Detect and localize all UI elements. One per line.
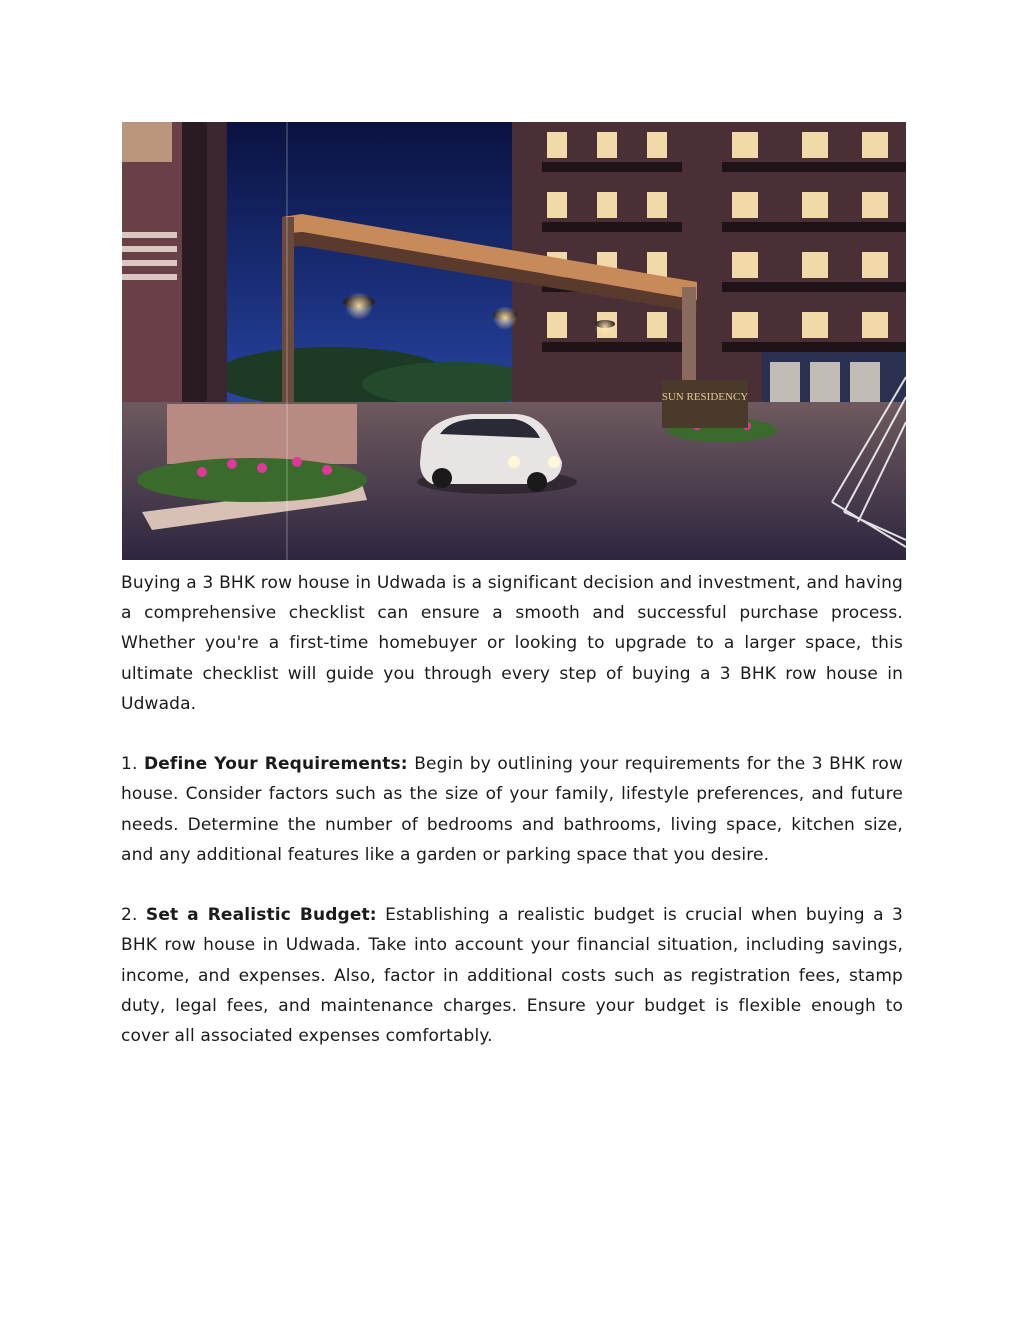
hero-image <box>122 122 906 560</box>
section-2-body: Establishing a realistic budget is crucial when buying a 3 BHK row house in Udwada. Take into account your financial situation, including savings, income, and expenses. Also, factor in additional costs such as registration fees, stamp duty, legal fees, and maintenance charges. Ensure your budget is flexible enough to cover all associated expenses comfortably. <box>121 905 903 1047</box>
section-1-number: 1. <box>121 754 138 775</box>
section-1-heading: Define Your Requirements: <box>143 754 408 775</box>
section-1-body: Begin by outlining your requirements for the 3 BHK row house. Consider factors such as the size of your family, lifestyle preferences, and future needs. Determine the number of bedrooms and bathrooms, living space, kitchen size, and any additional features like a garden or parking space that you desire. <box>121 754 903 865</box>
section-2-number: 2. <box>121 905 138 926</box>
hero-illustration <box>122 122 906 560</box>
intro-paragraph: Buying a 3 BHK row house in Udwada is a significant decision and investment, and having a comprehensive checklist can ensure a smooth and successful purchase process. Whether you're a first-time homebuyer or looking to upgrade to a larger space, this ultimate checklist will guide you through every step of buying a 3 BHK row house in Udwada. <box>121 573 903 714</box>
article-body <box>121 568 903 1081</box>
sign-text: SUN RESIDENCY <box>661 391 749 403</box>
section-1 <box>121 749 903 870</box>
section-2-heading: Set a Realistic Budget: <box>145 905 377 926</box>
section-2 <box>121 900 903 1051</box>
